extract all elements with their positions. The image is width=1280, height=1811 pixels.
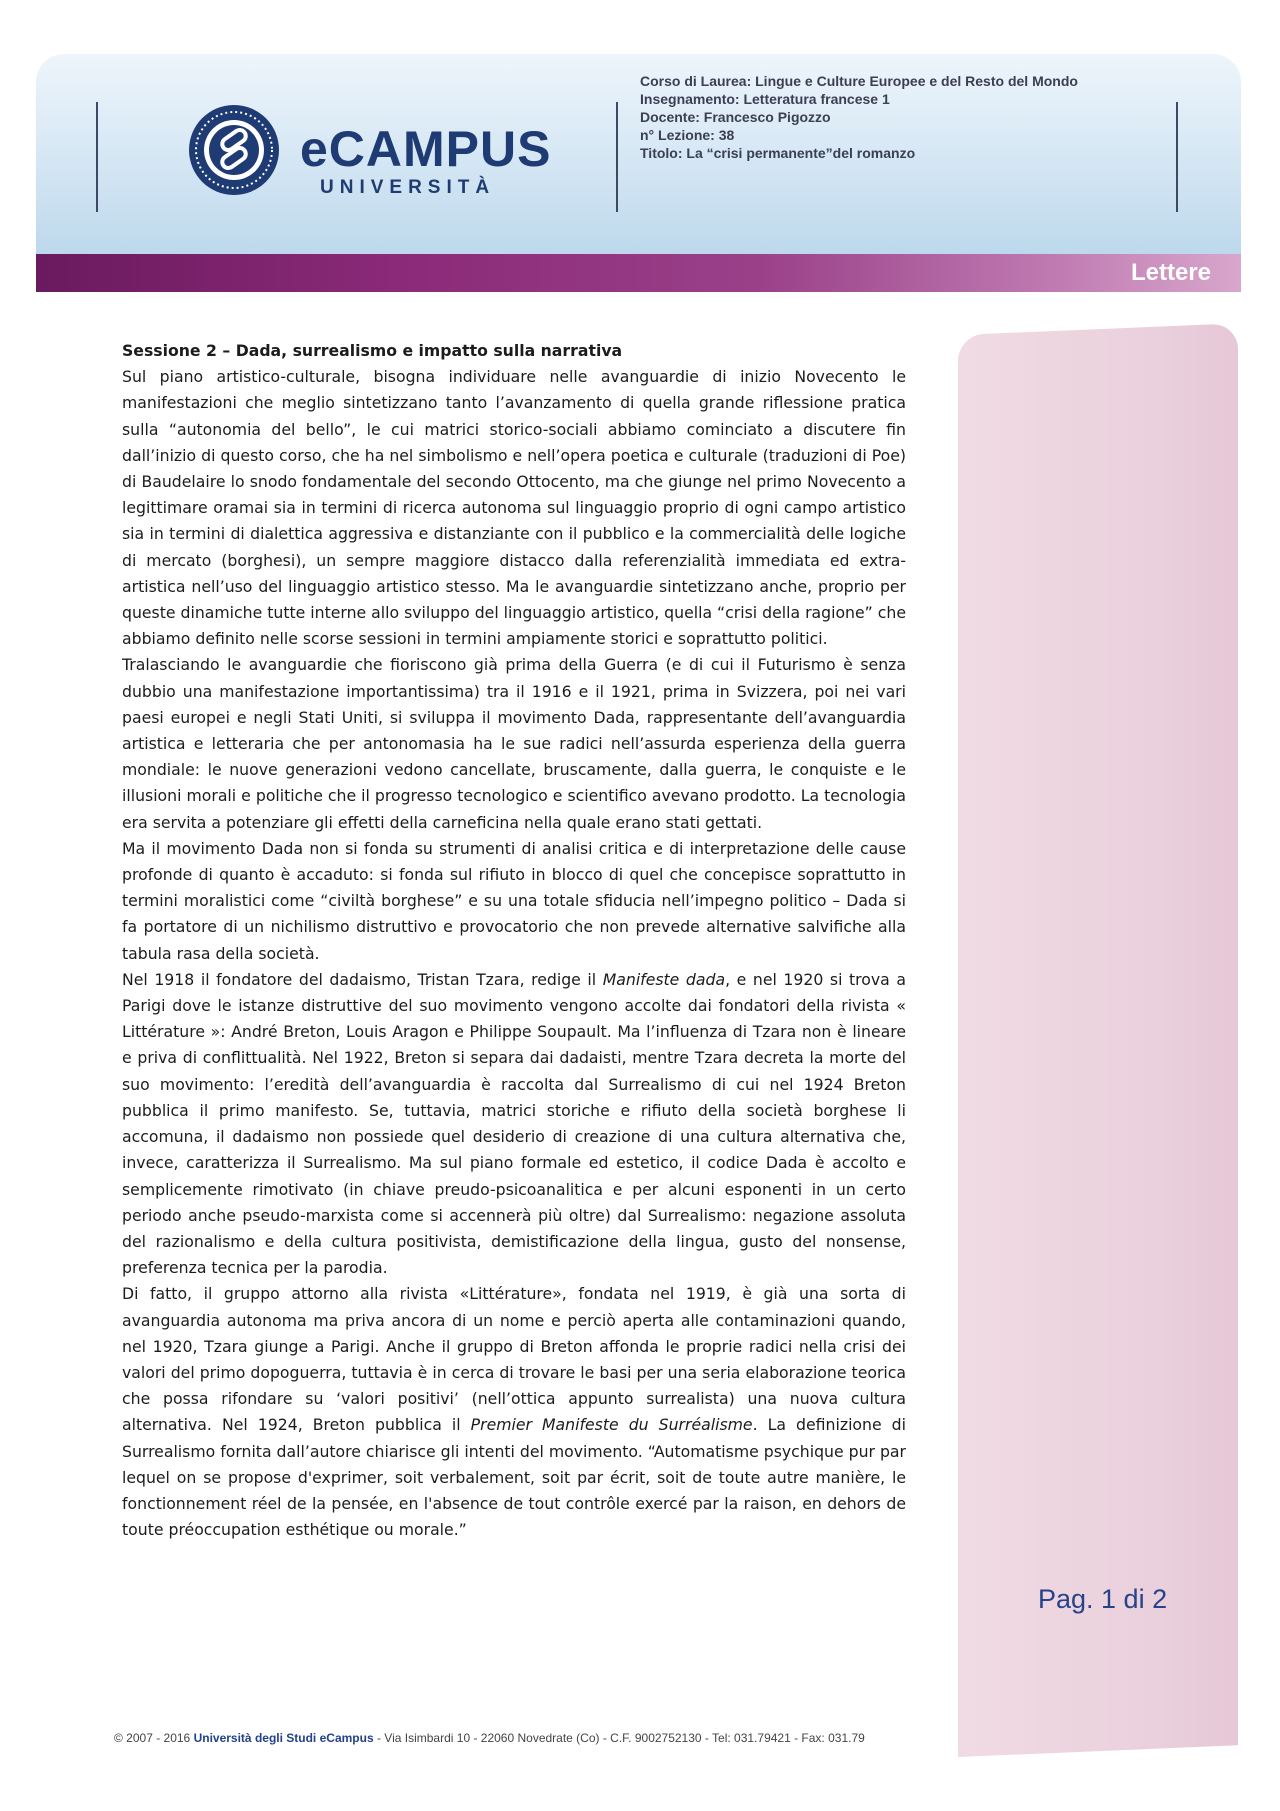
paragraph-3: Ma il movimento Dada non si fonda su strumenti di analisi critica e di interpretazione delle cause profonde di quanto è accaduto: si fonda sul rifiuto in blocco di quel che concepisce soprattutto in termini moralistici come “civiltà borghese” e su una totale sfiducia nell’impegno politico – Dada si fa portatore di un nichilismo distruttivo e provocatorio che non prevede alternative salvifiche alla tabula rasa della società. [122, 838, 906, 963]
faculty-label: Lettere [1130, 259, 1211, 286]
paragraph-5-part-b: . La definizione di Surrealismo fornita dall’autore chiarisce gli intenti del movimento. “Automatisme psychique pur par lequel on se propose d'exprimer, soit verbalement, soit par écrit, soit de toute autre manière, le fonctionnement réel de la pensée, en l'absence de tout contrôle exercé par la raison, en dehors de toute préoccupation esthétique ou morale.” [122, 1415, 906, 1540]
paragraph-5-part-a: Di fatto, il gruppo attorno alla rivista «Littérature», fondata nel 1919, è già una sorta di avanguardia autonoma ma priva ancora di un nome e perciò aperta alle contaminazioni quando, nel 1920, Tzara giunge a Parigi. Anche il gruppo di Breton affonda le proprie radici nella crisi dei valori del primo dopoguerra, tuttavia è in cerca di trovare le basi per una seria elaborazione teorica che possa rifondare su ‘valori positivi’ (nell’ottica appunto surrealista) una nuova cultura alternativa. Nel 1924, Breton pubblica il [122, 1284, 906, 1435]
page-header [36, 54, 1241, 254]
paragraph-2: Tralasciando le avanguardie che fioriscono già prima della Guerra (e di cui il Futurismo è senza dubbio una manifestazione importantissima) tra il 1916 e il 1921, prima in Svizzera, poi nei vari paesi europei e negli Stati Uniti, si sviluppa il movimento Dada, rappresentante dell’avanguardia artistica e letteraria che per antonomasia ha le sue radici nell’assurda esperienza della guerra mondiale: le nuove generazioni vedono cancellate, bruscamente, dalla guerra, le conquiste e le illusioni morali e politiche che il progresso tecnologico e scientifico avevano prodotto. La tecnologia era servita a potenziare gli effetti della carneficina nella quale erano stati gettati. [122, 655, 906, 832]
header-divider-middle [616, 102, 618, 212]
footer-address: - Via Isimbardi 10 - 22060 Novedrate (Co) - C.F. 9002752130 - Tel: 031.79421 - Fax: 031.79 [373, 1731, 865, 1745]
logo-wordmark: eCAMPUS [300, 121, 552, 177]
manifeste-dada-title: Manifeste dada [602, 969, 726, 989]
page-number: Pag. 1 di 2 [1038, 1584, 1168, 1614]
header-divider-left [96, 102, 98, 212]
paragraph-4 [122, 967, 906, 1281]
premier-manifeste-title: Premier Manifeste du Surréalisme [470, 1415, 753, 1435]
course-subject: Insegnamento: Letteratura francese 1 [640, 91, 890, 107]
header-divider-right [1176, 102, 1178, 212]
footer-copyright: © 2007 - 2016 [114, 1731, 194, 1745]
page-footer [114, 1731, 960, 1745]
faculty-band [36, 254, 1241, 292]
section-heading: Sessione 2 – Dada, surrealismo e impatto sulla narrativa [122, 341, 623, 360]
course-lesson-number: n° Lezione: 38 [640, 127, 735, 143]
paragraph-4-part-a: Nel 1918 il fondatore del dadaismo, Tristan Tzara, redige il [122, 969, 603, 989]
course-degree: Corso di Laurea: Lingue e Culture Europee e del Resto del Mondo [640, 73, 1078, 89]
ecampus-logo-icon [188, 104, 280, 196]
course-lesson-title: Titolo: La “crisi permanente”del romanzo [640, 145, 916, 161]
course-teacher: Docente: Francesco Pigozzo [640, 109, 831, 125]
paragraph-5 [122, 1281, 906, 1543]
main-content [122, 338, 906, 1543]
course-info [640, 72, 1078, 162]
footer-university: Università degli Studi eCampus [193, 1731, 374, 1745]
logo-subtitle: UNIVERSITÀ [320, 177, 496, 198]
side-panel [958, 323, 1238, 1757]
paragraph-4-part-b: , e nel 1920 si trova a Parigi dove le istanze distruttive del suo movimento vengono accolte dai fondatori della rivista « Littérature »: André Breton, Louis Aragon e Philippe Soupault. Ma l’influenza di Tzara non è lineare e priva di conflittualità. Nel 1922, Breton si separa dai dadaisti, mentre Tzara decreta la morte del suo movimento: l’eredità dell’avanguardia è raccolta dal Surrealismo di cui nel 1924 Breton pubblica il primo manifesto. Se, tuttavia, matrici storiche e rifiuto della società borghese li accomuna, il dadaismo non possiede quel desiderio di creazione di una cultura alternativa che, invece, caratterizza il Surrealismo. Ma sul piano formale ed estetico, il codice Dada è accolto e semplicemente rimotivato (in chiave preudo-psicoanalitica e per alcuni esponenti in un certo periodo anche pseudo-marxista come si accennerà più oltre) dal Surrealismo: negazione assoluta del razionalismo e della cultura positivista, demistificazione della lingua, gusto del nonsense, preferenza tecnica per la parodia. [122, 969, 906, 1278]
paragraph-1: Sul piano artistico-culturale, bisogna individuare nelle avanguardie di inizio Novecento le manifestazioni che meglio sintetizzano tanto l’avanzamento di quella grande riflessione pratica sulla “autonomia del bello”, le cui matrici storico-sociali abbiamo cominciato a discutere fin dall’inizio di questo corso, che ha nel simbolismo e nell’opera poetica e culturale (traduzioni di Poe) di Baudelaire lo snodo fondamentale del secondo Ottocento, ma che giunge nel primo Novecento a legittimare oramai sia in termini di ricerca autonoma sul linguaggio proprio di ogni campo artistico sia in termini di dialettica aggressiva e distanziante con il pubblico e la commercialità delle logiche di mercato (borghesi), un sempre maggiore distacco dalla referenzialità immediata ed extra-artistica nell’uso del linguaggio artistico stesso. Ma le avanguardie sintetizzano anche, proprio per queste dinamiche tutte interne allo sviluppo del linguaggio artistico, quella “crisi della ragione” che abbiamo definito nelle scorse sessioni in termini ampiamente storici e soprattutto politici. [122, 367, 906, 649]
